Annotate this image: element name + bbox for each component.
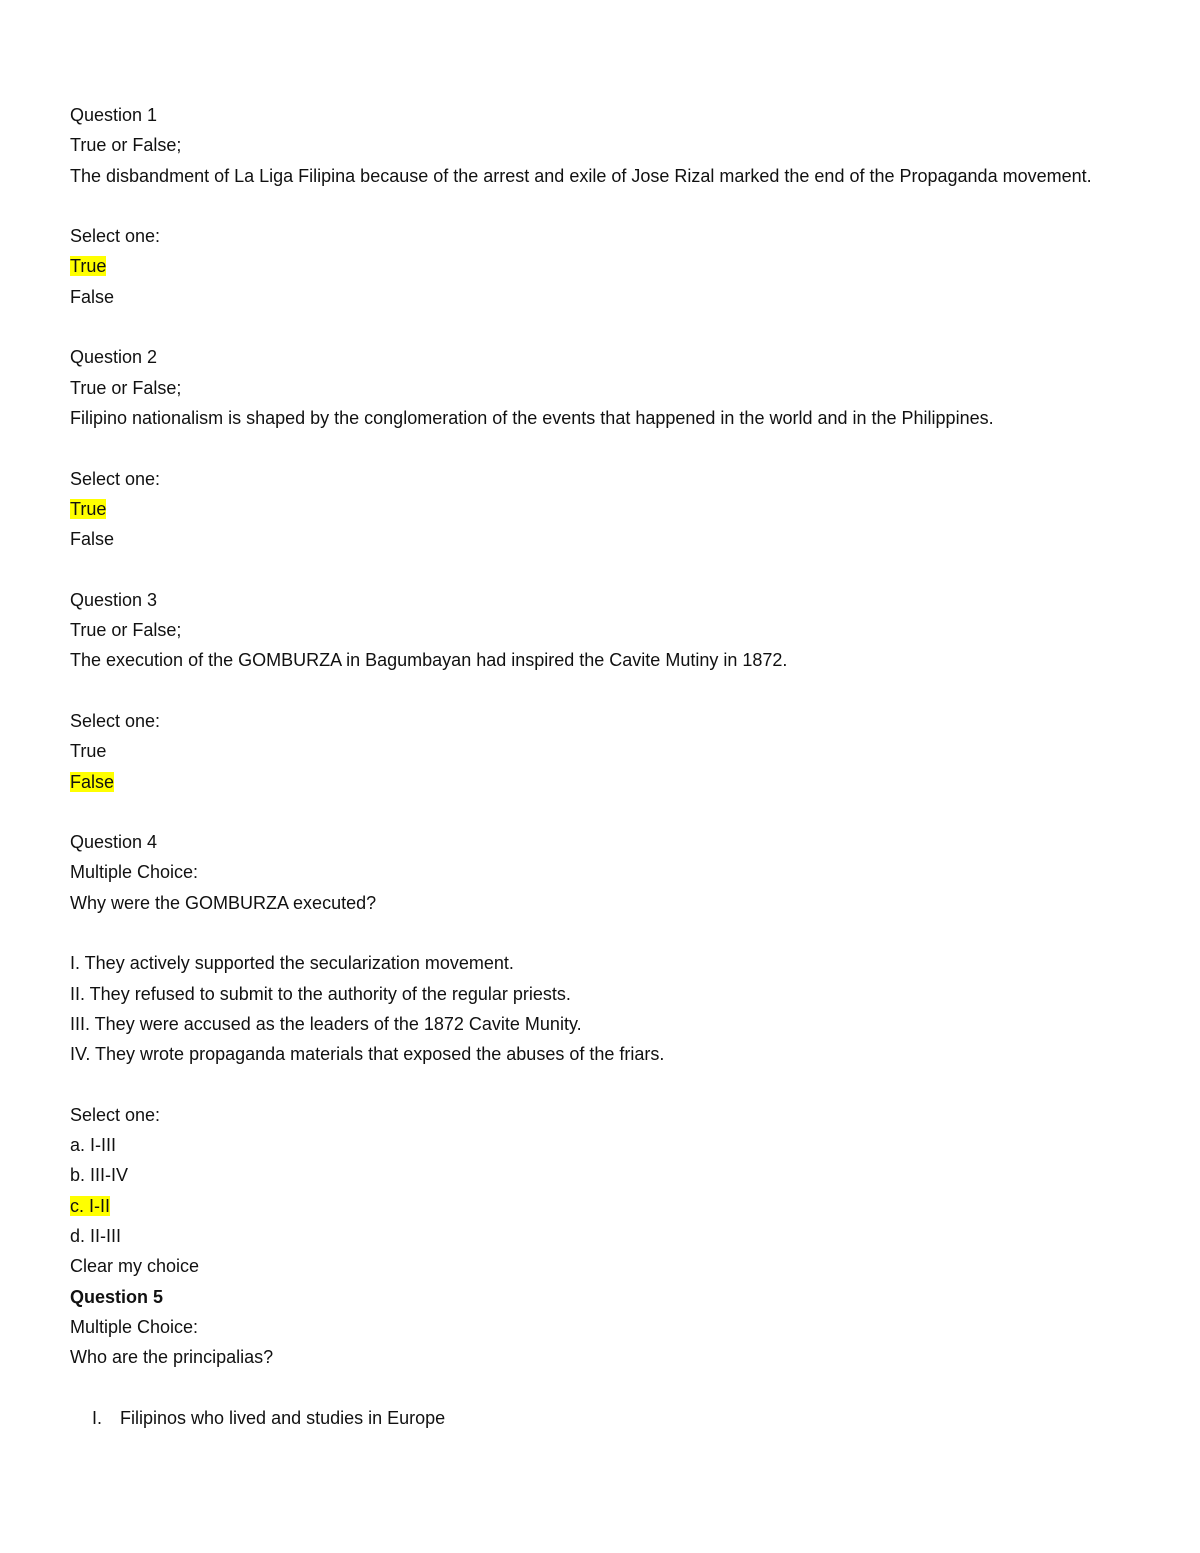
question-type: Multiple Choice: bbox=[70, 1316, 199, 1337]
question-title: Question 1 bbox=[70, 105, 158, 125]
list-item-text: Filipinos who lived and studies in Europe bbox=[120, 1407, 446, 1428]
list-item-number: I. bbox=[92, 1407, 103, 1428]
option-false[interactable]: False bbox=[70, 771, 115, 792]
question-5 bbox=[70, 1282, 1130, 1433]
statement-4: IV. They wrote propaganda materials that exposed the abuses of the friars. bbox=[70, 1044, 665, 1065]
select-label: Select one: bbox=[70, 710, 161, 731]
question-title: Question 2 bbox=[70, 347, 158, 368]
select-label: Select one: bbox=[70, 1104, 161, 1125]
option-a[interactable]: a. I-III bbox=[70, 1135, 117, 1156]
option-false[interactable]: False bbox=[70, 286, 115, 307]
question-type: True or False; bbox=[70, 135, 182, 156]
question-type: True or False; bbox=[70, 620, 182, 641]
option-d[interactable]: d. II-III bbox=[70, 1225, 122, 1246]
question-title: Question 5 bbox=[70, 1286, 164, 1307]
clear-choice-link[interactable]: Clear my choice bbox=[70, 1256, 200, 1277]
statement-1: I. They actively supported the secularization movement. bbox=[70, 953, 514, 974]
option-true[interactable]: True bbox=[70, 741, 107, 762]
list-item bbox=[70, 1403, 1130, 1433]
question-3 bbox=[70, 585, 1130, 827]
question-type: Multiple Choice: bbox=[70, 862, 199, 883]
question-4 bbox=[70, 827, 1130, 1281]
question-text: The execution of the GOMBURZA in Bagumbayan had inspired the Cavite Mutiny in 1872. bbox=[70, 650, 788, 671]
select-label: Select one: bbox=[70, 468, 161, 489]
question-1 bbox=[70, 100, 1130, 342]
question-text: Who are the principalias? bbox=[70, 1347, 274, 1368]
statement-2: II. They refused to submit to the authority of the regular priests. bbox=[70, 983, 571, 1004]
option-false[interactable]: False bbox=[70, 529, 115, 550]
question-title: Question 4 bbox=[70, 832, 158, 853]
option-b[interactable]: b. III-IV bbox=[70, 1165, 129, 1186]
document-page bbox=[70, 100, 1130, 1433]
question-text: Why were the GOMBURZA executed? bbox=[70, 892, 377, 913]
question-text: Filipino nationalism is shaped by the conglomeration of the events that happened in the world and in the Philippines. bbox=[70, 407, 994, 428]
statement-3: III. They were accused as the leaders of the 1872 Cavite Munity. bbox=[70, 1013, 582, 1034]
question-text: The disbandment of La Liga Filipina because of the arrest and exile of Jose Rizal marked the end of the Propaganda movement. bbox=[70, 165, 1092, 186]
question-title: Question 3 bbox=[70, 589, 158, 610]
option-true[interactable]: True bbox=[70, 256, 107, 277]
select-label: Select one: bbox=[70, 226, 161, 247]
question-2 bbox=[70, 342, 1130, 584]
option-true[interactable]: True bbox=[70, 498, 107, 519]
question-type: True or False; bbox=[70, 377, 182, 398]
option-c[interactable]: c. I-II bbox=[70, 1195, 110, 1216]
